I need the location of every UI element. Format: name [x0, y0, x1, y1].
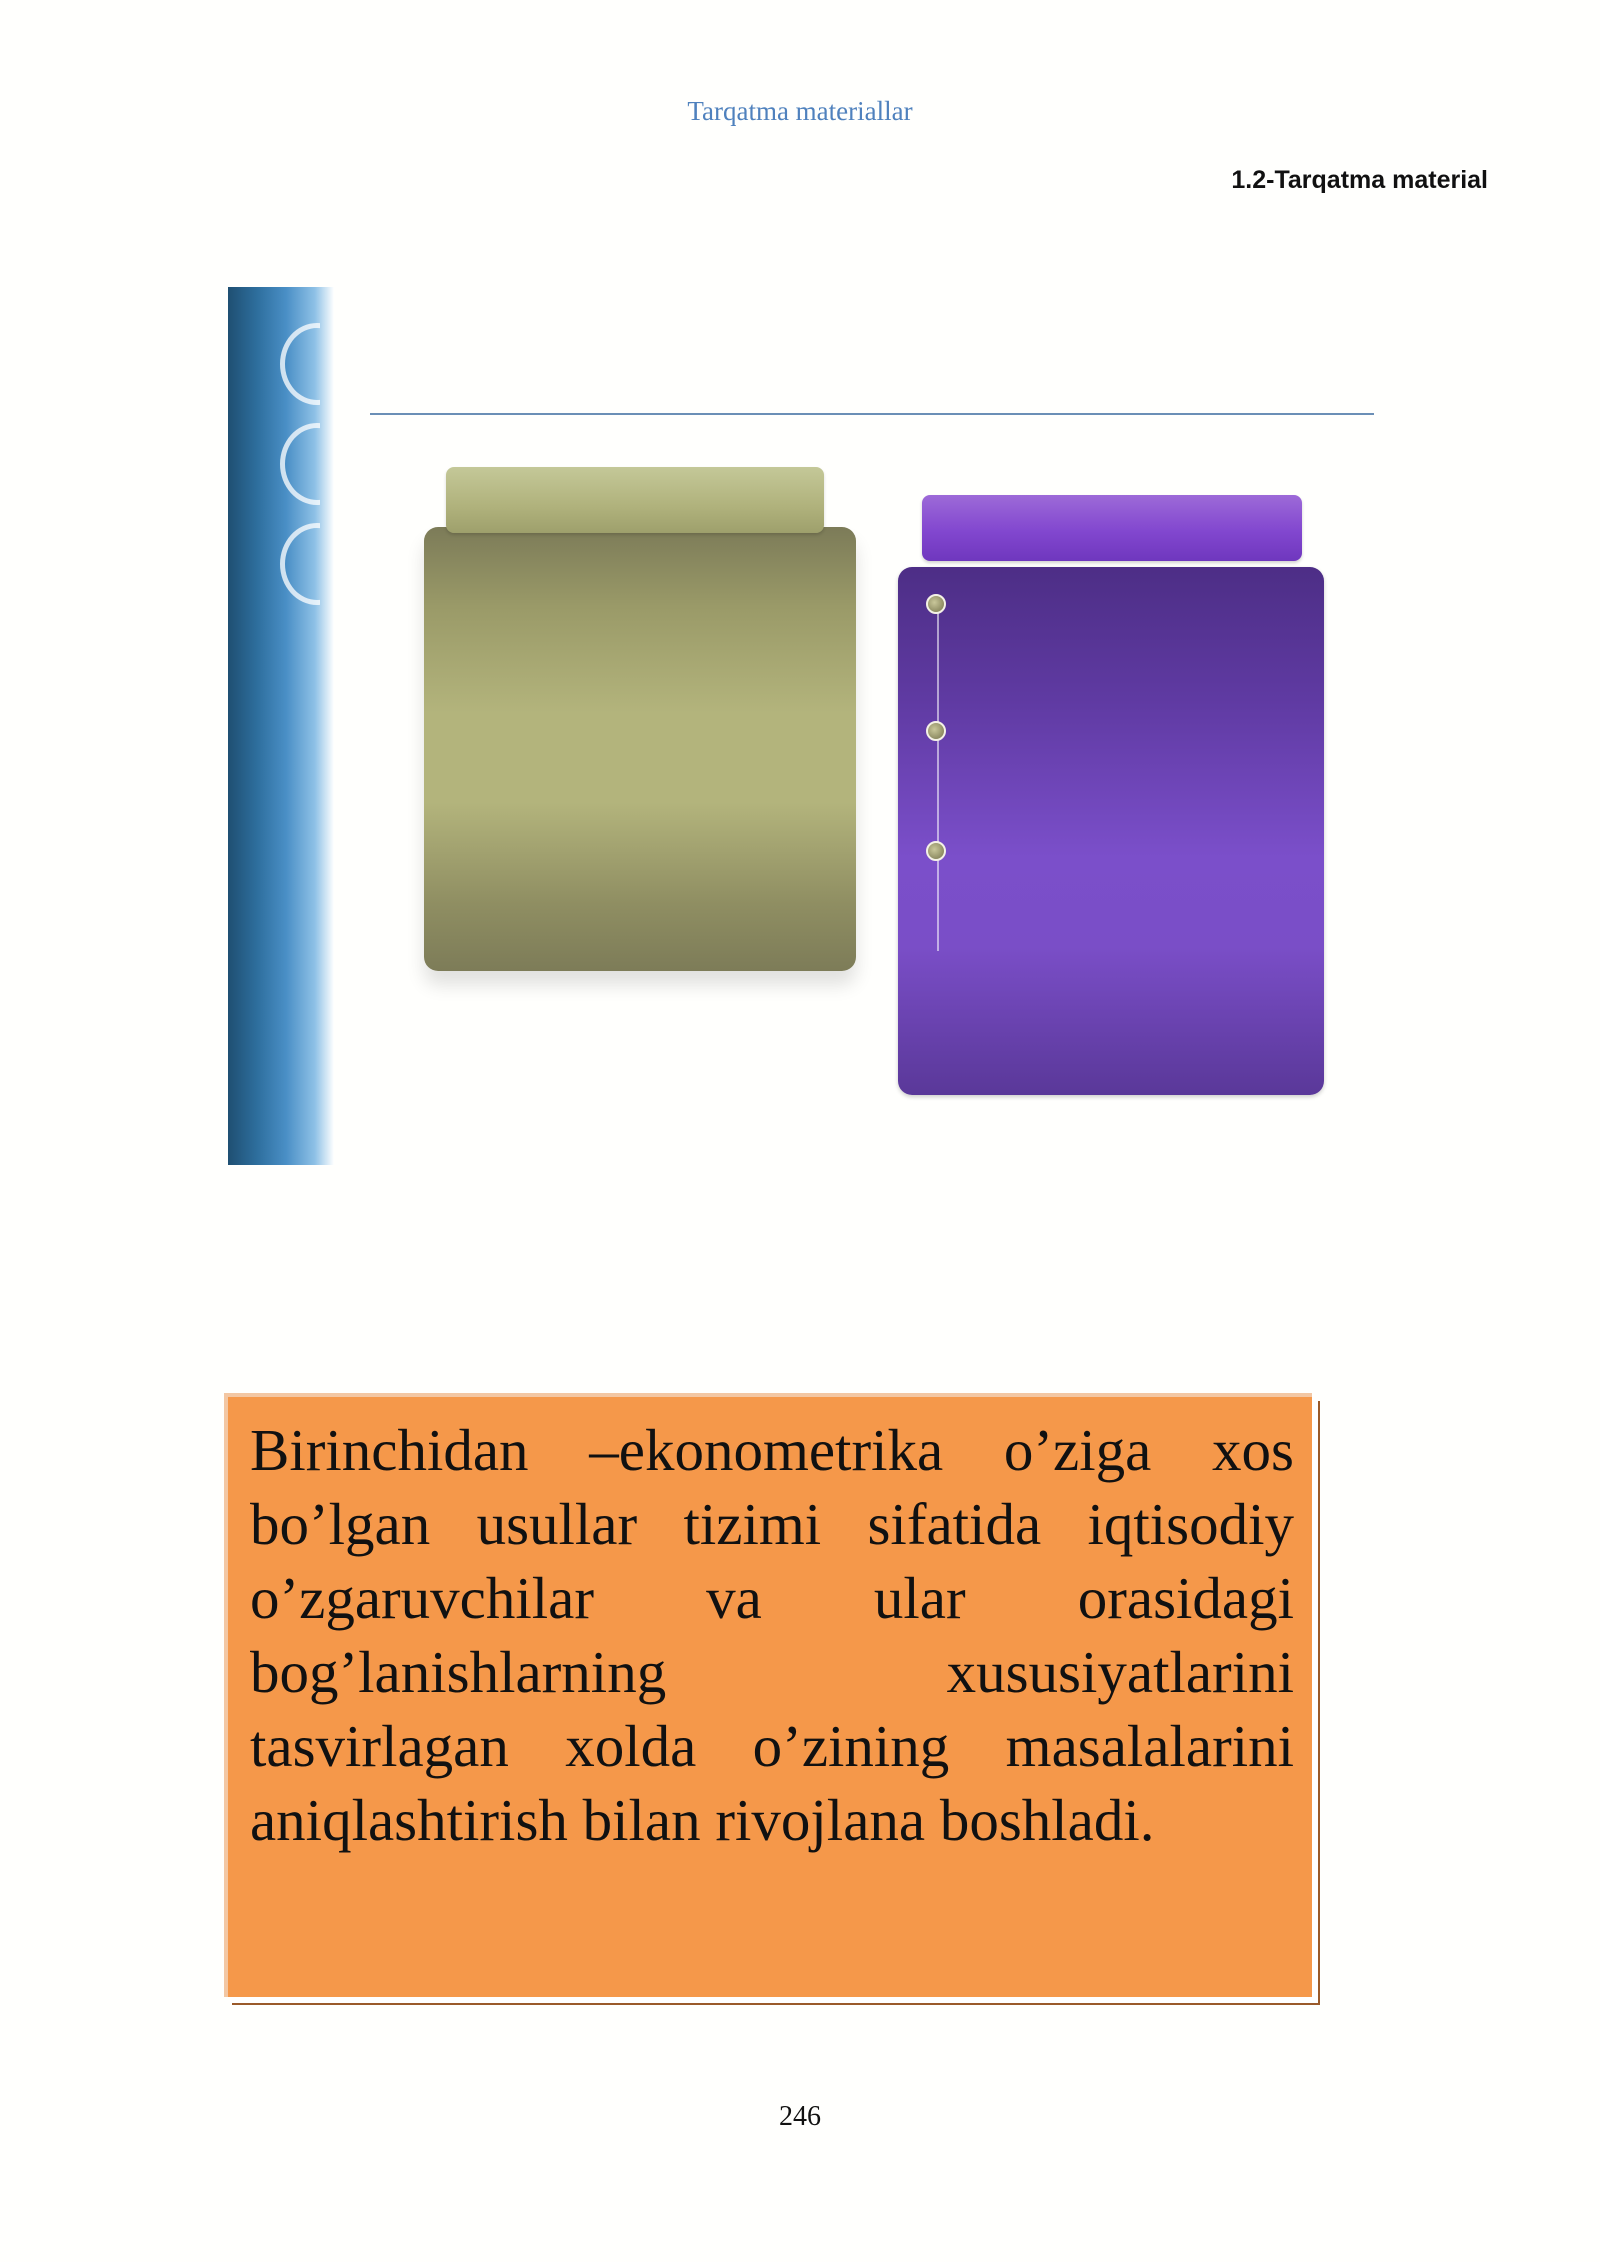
- bullet-dot-icon: [926, 594, 946, 614]
- running-header: Tarqatma materiallar: [687, 96, 913, 126]
- slide-graphic: [228, 287, 1378, 1165]
- section-label: 1.2-Tarqatma material: [1231, 166, 1488, 194]
- violet-card-tab: [922, 495, 1302, 561]
- text-panel: [224, 1393, 1312, 1997]
- slide-divider: [370, 413, 1374, 415]
- ring-decoration: [280, 523, 354, 605]
- ring-decoration: [280, 323, 354, 405]
- page-number: 246: [779, 2101, 821, 2132]
- bullet-dot-icon: [926, 841, 946, 861]
- olive-card: [424, 527, 856, 971]
- olive-card-tab: [446, 467, 824, 533]
- bullet-dot-icon: [926, 721, 946, 741]
- ring-decoration: [280, 423, 354, 505]
- panel-text: Birinchidan –ekonometrika o’ziga xos bo’lgan usullar tizimi sifatida iqtisodiy o’zgaruvchilar va ular orasidagi bog’lanishlarning xususiyatlarini tasvirlagan xolda o’zining masalalarini aniqlashtirish bilan rivojlana boshladi.: [250, 1417, 1294, 1853]
- violet-card: [898, 567, 1324, 1095]
- slide-sidebar: [228, 287, 334, 1165]
- timeline-line: [937, 607, 939, 951]
